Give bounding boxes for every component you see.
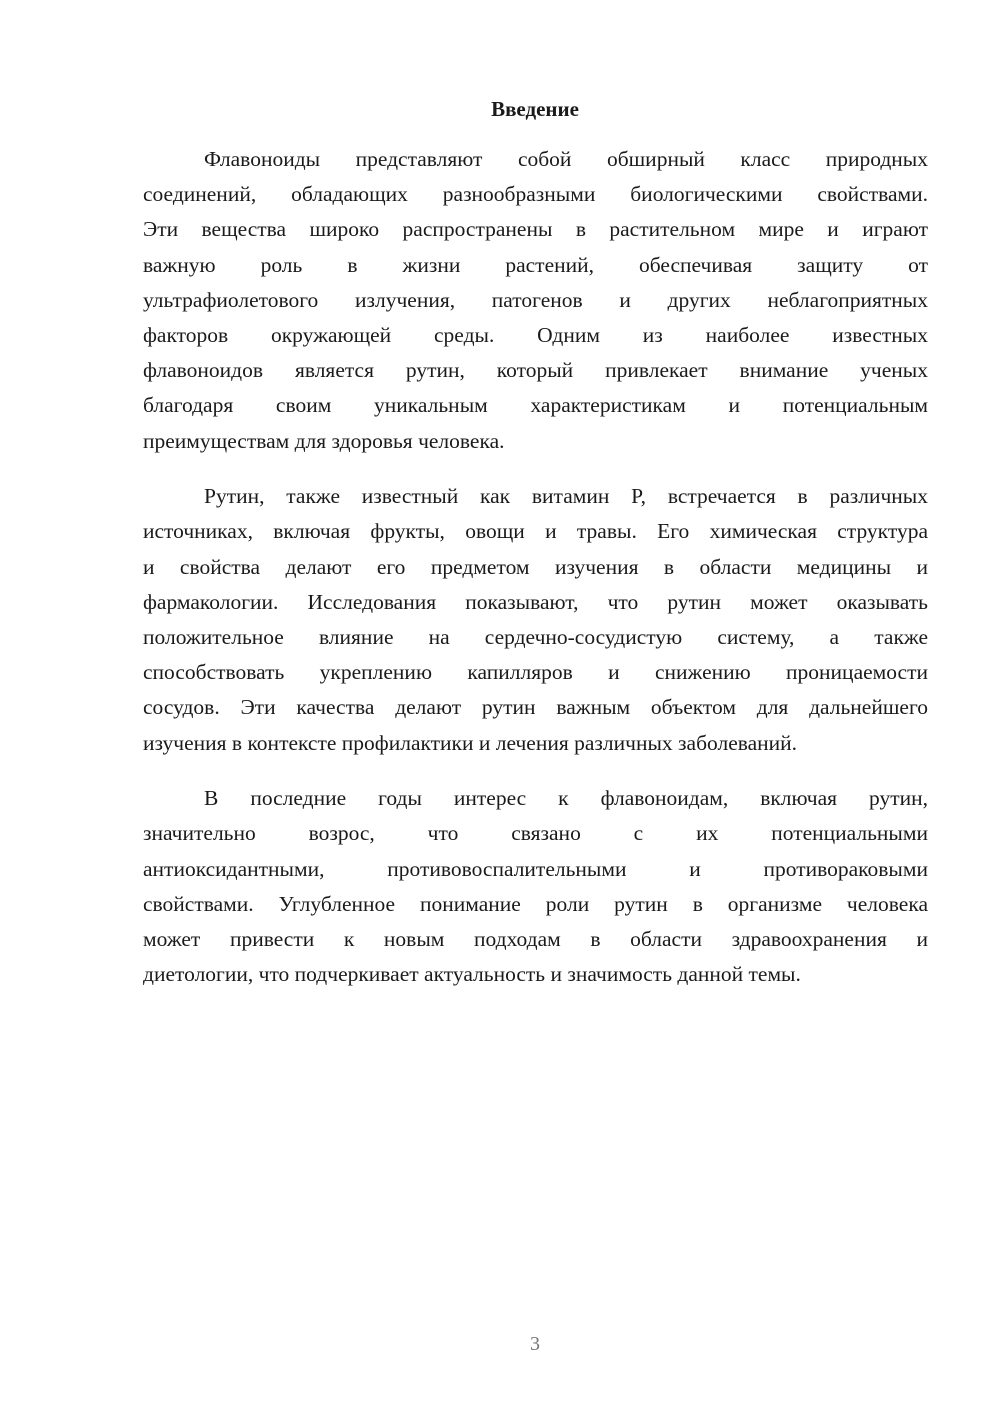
text-line: и свойства делают его предметом изучения в области медицины и xyxy=(143,554,928,579)
text-line: источниках, включая фрукты, овощи и травы. Его химическая структура xyxy=(143,519,928,544)
text-line: Флавоноиды представляют собой обширный класс природных xyxy=(204,147,928,171)
text-line: флавоноидов является рутин, который привлекает внимание ученых xyxy=(143,358,928,383)
text-line: диетологии, что подчеркивает актуальность и значимость данной темы. xyxy=(143,962,801,987)
paragraph xyxy=(143,142,928,459)
text-line: может привести к новым подходам в области здравоохранения и xyxy=(143,926,928,951)
text-line: Эти вещества широко распространены в растительном мире и играют xyxy=(143,217,928,242)
text-line: ультрафиолетового излучения, патогенов и других неблагоприятных xyxy=(143,287,928,312)
text-line: способствовать укреплению капилляров и снижению проницаемости xyxy=(143,660,928,685)
text-line: изучения в контексте профилактики и лечения различных заболеваний. xyxy=(143,730,798,755)
document-body xyxy=(143,142,928,1013)
section-heading: Введение xyxy=(491,97,579,121)
paragraph xyxy=(143,479,928,761)
text-line: соединений, обладающих разнообразными биологическими свойствами. xyxy=(143,182,928,207)
text-line: факторов окружающей среды. Одним из наиболее известных xyxy=(143,322,928,347)
text-line: сосудов. Эти качества делают рутин важным объектом для дальнейшего xyxy=(143,695,928,720)
text-line: важную роль в жизни растений, обеспечивая защиту от xyxy=(143,252,928,277)
text-line: положительное влияние на сердечно-сосудистую систему, а также xyxy=(143,624,928,649)
text-line: антиоксидантными, противовоспалительными и противораковыми xyxy=(143,856,928,881)
text-line: В последние годы интерес к флавоноидам, включая рутин, xyxy=(204,786,928,811)
text-line: благодаря своим уникальным характеристикам и потенциальным xyxy=(143,393,928,418)
text-line: фармакологии. Исследования показывают, что рутин может оказывать xyxy=(143,589,928,614)
page-number: 3 xyxy=(530,1333,540,1355)
text-line: Рутин, также известный как витамин P, встречается в различных xyxy=(204,484,928,509)
paragraph xyxy=(143,781,928,992)
text-line: свойствами. Углубленное понимание роли рутин в организме человека xyxy=(143,891,928,916)
text-line: преимуществам для здоровья человека. xyxy=(143,428,505,453)
text-line: значительно возрос, что связано с их потенциальными xyxy=(143,821,928,846)
